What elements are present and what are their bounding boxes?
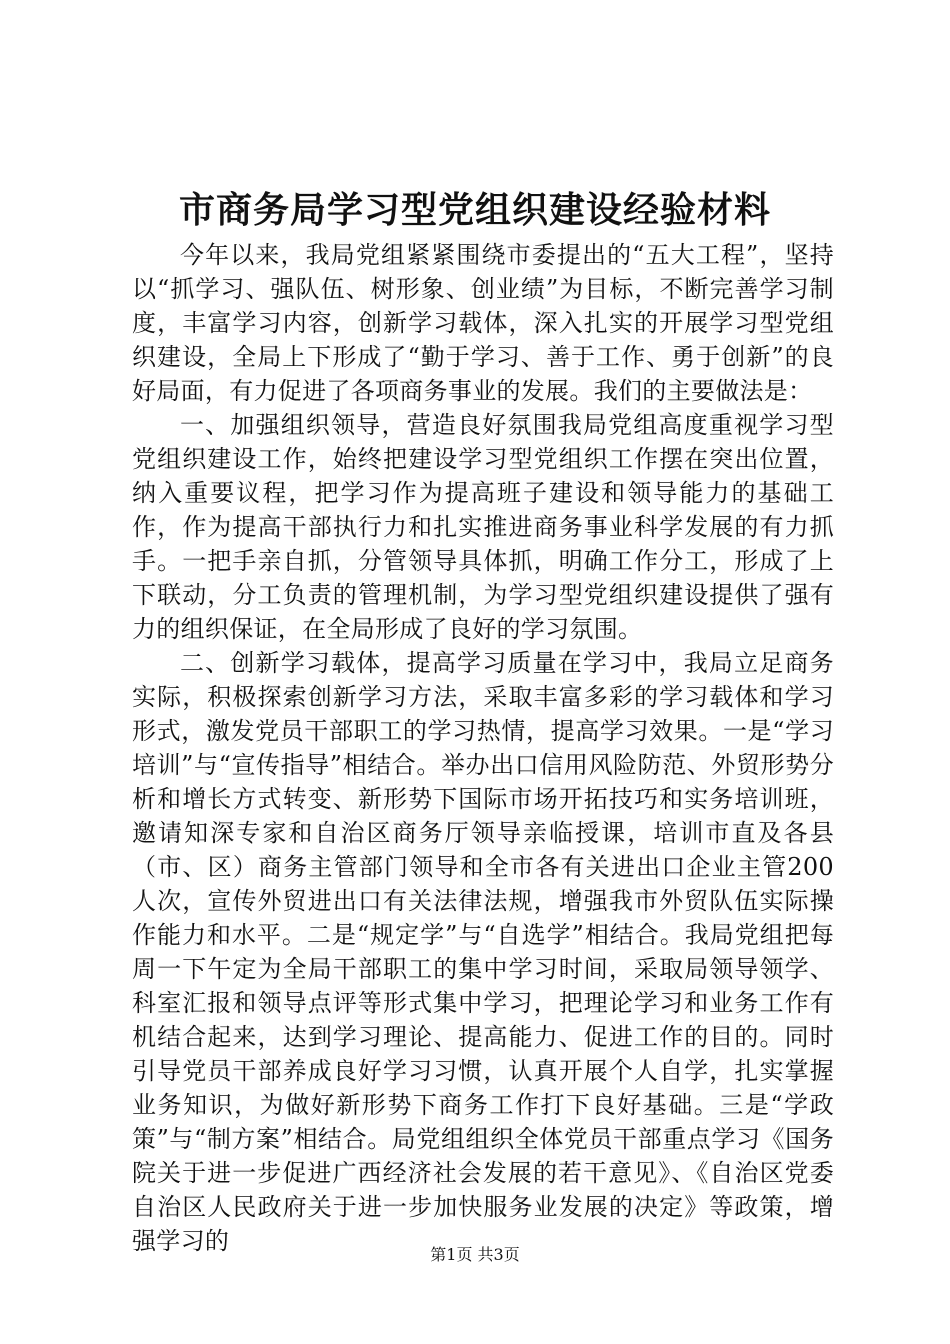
document-body <box>132 238 834 1258</box>
document-title: 市商务局学习型党组织建设经验材料 <box>178 189 771 231</box>
section-two-paragraph: 二、创新学习载体，提高学习质量在学习中，我局立足商务实际，积极探索创新学习方法，采取丰富多彩的学习载体和学习形式，激发党员干部职工的学习热情，提高学习效果。一是“学习培训”与“宣传指导”相结合。举办出口信用风险防范、外贸形势分析和增长方式转变、新形势下国际市场开拓技巧和实务培训班，邀请知深专家和自治区商务厅领导亲临授课，培训市直及各县（市、区）商务主管部门领导和全市各有关进出口企业主管200人次，宣传外贸进出口有关法律法规，增强我市外贸队伍实际操作能力和水平。二是“规定学”与“自选学”相结合。我局党组把每周一下午定为全局干部职工的集中学习时间，采取局领导领学、科室汇报和领导点评等形式集中学习，把理论学习和业务工作有机结合起来，达到学习理论、提高能力、促进工作的目的。同时引导党员干部养成良好学习习惯，认真开展个人自学，扎实掌握业务知识，为做好新形势下商务工作打下良好基础。三是“学政策”与“制方案”相结合。局党组组织全体党员干部重点学习《国务院关于进一步促进广西经济社会发展的若干意见》、《自治区党委自治区人民政府关于进一步加快服务业发展的决定》等政策，增强学习的 <box>132 649 834 1255</box>
page-number-footer: 第1页 共3页 <box>430 1245 520 1264</box>
intro-paragraph: 今年以来，我局党组紧紧围绕市委提出的“五大工程”，坚持以“抓学习、强队伍、树形象、创业绩”为目标，不断完善学习制度，丰富学习内容，创新学习载体，深入扎实的开展学习型党组织建设，全局上下形成了“勤于学习、善于工作、勇于创新”的良好局面，有力促进了各项商务事业的发展。我们的主要做法是： <box>132 241 834 405</box>
section-one-paragraph: 一、加强组织领导，营造良好氛围我局党组高度重视学习型党组织建设工作，始终把建设学习型党组织工作摆在突出位置，纳入重要议程，把学习作为提高班子建设和领导能力的基础工作，作为提高干部执行力和扎实推进商务事业科学发展的有力抓手。一把手亲自抓，分管领导具体抓，明确工作分工，形成了上下联动，分工负责的管理机制，为学习型党组织建设提供了强有力的组织保证，在全局形成了良好的学习氛围。 <box>132 411 834 643</box>
